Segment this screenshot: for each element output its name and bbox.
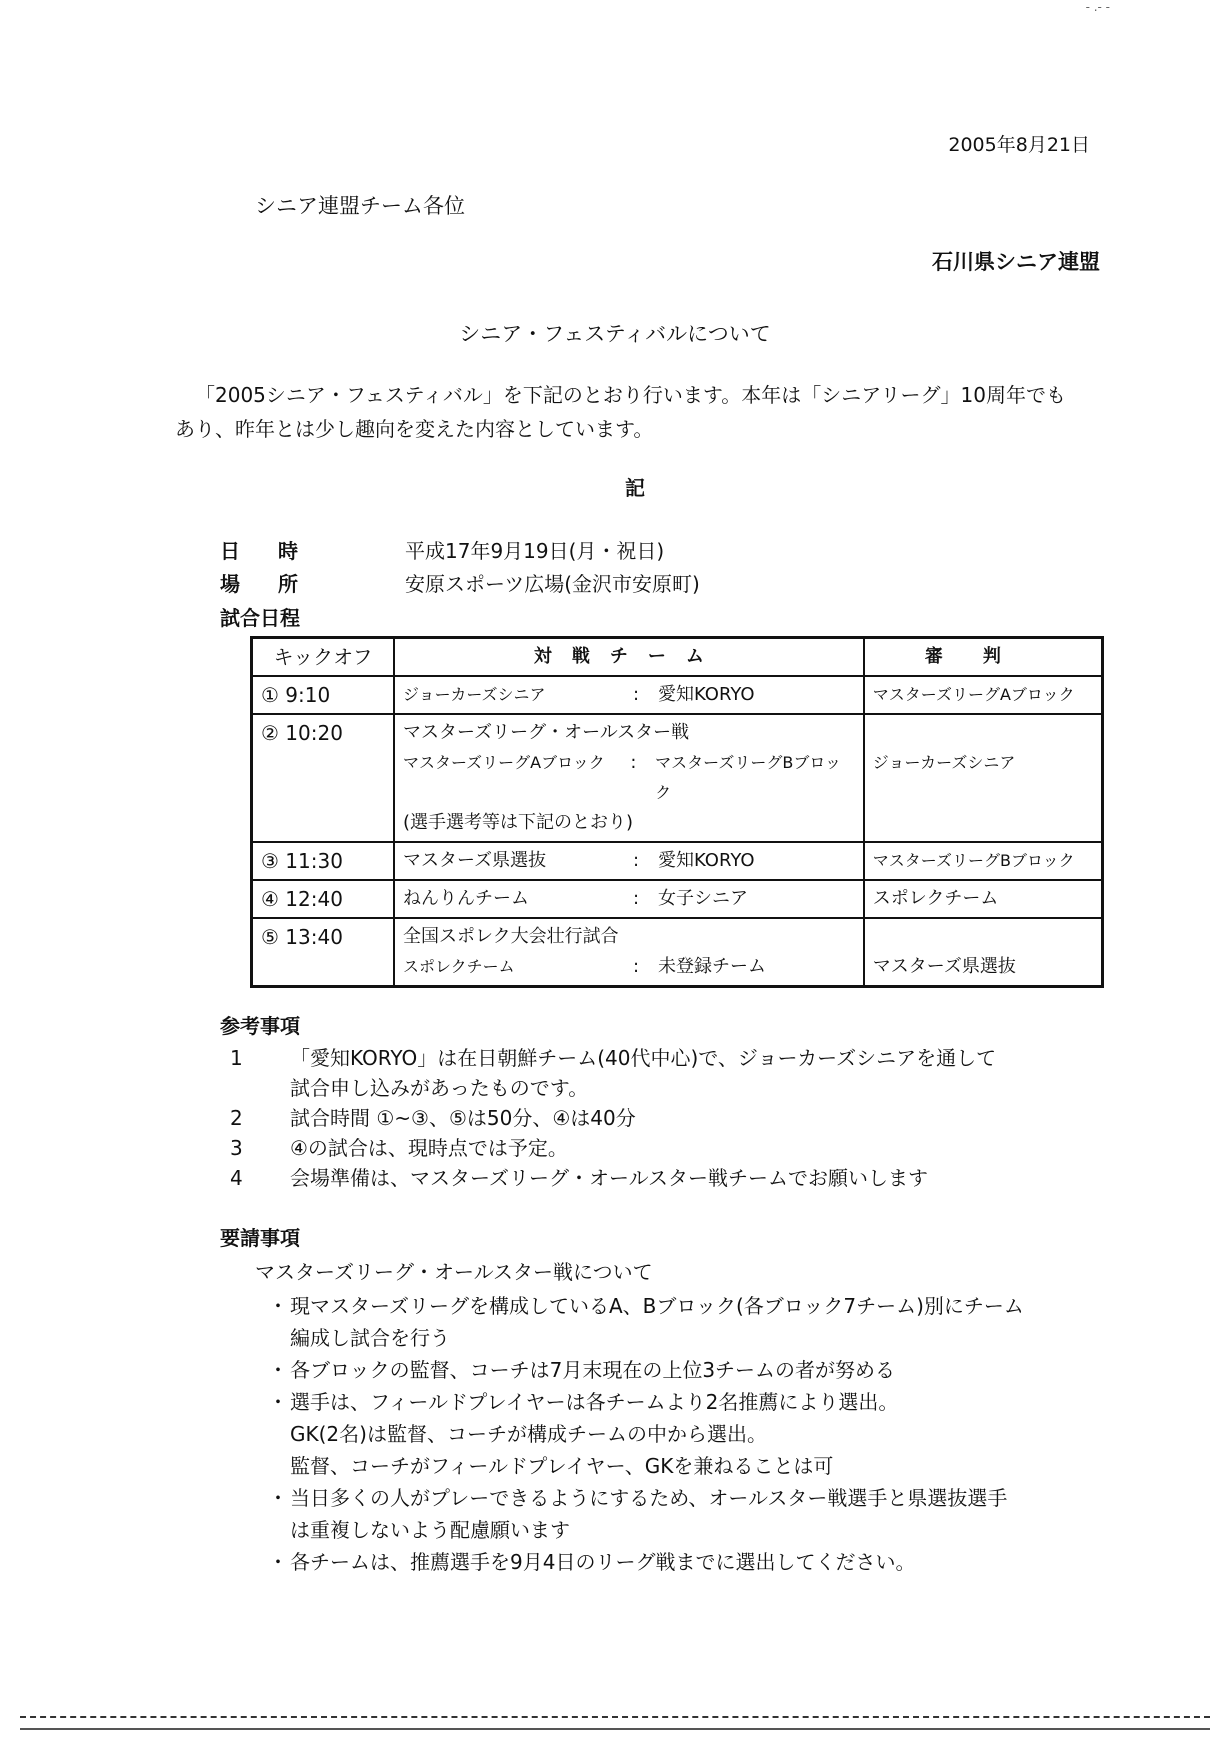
list-item [268, 1322, 1024, 1354]
colon: : [632, 888, 640, 909]
kickoff-time: ④ 12:40 [252, 880, 394, 918]
home-team: ねんりんチーム [402, 888, 529, 909]
match-pair [403, 846, 855, 876]
bullet-dot: ・ [268, 1294, 288, 1318]
kickoff-time: ③ 11:30 [252, 842, 394, 880]
referee [864, 918, 1103, 987]
header-teams: 対戦チーム [394, 638, 864, 677]
reference-list [230, 1043, 996, 1193]
sender: 石川県シニア連盟 [932, 250, 1100, 274]
item-text: ④の試合は、現時点では予定。 [290, 1136, 568, 1160]
list-item [268, 1386, 1024, 1418]
document-date: 2005年8月21日 [948, 134, 1090, 156]
list-item [230, 1073, 996, 1103]
match-cell [394, 714, 864, 842]
home-team: マスターズリーグAブロック [402, 753, 605, 772]
table-row [252, 842, 1103, 880]
schedule-table [250, 636, 1104, 988]
kickoff-time: ⑤ 13:40 [252, 918, 394, 987]
request-subheading: マスターズリーグ・オールスター戦について [255, 1260, 653, 1284]
referee: マスターズリーグBブロック [864, 842, 1103, 880]
away-team: 愛知KORYO [657, 684, 755, 705]
list-item [268, 1418, 1024, 1450]
bullet-dot [268, 1514, 290, 1546]
bullet-dot: ・ [268, 1486, 288, 1510]
item-text: 会場準備は、マスターズリーグ・オールスター戦チームでお願いします [290, 1166, 928, 1190]
intro-paragraph [175, 378, 1066, 446]
match-note: 全国スポレク大会壮行試合 [402, 926, 619, 947]
list-item [230, 1133, 996, 1163]
match-pair [403, 952, 855, 982]
table-row [252, 714, 1103, 842]
intro-line: 「2005シニア・フェスティバル」を下記のとおり行います。本年は「シニアリーグ」10周年でも [195, 383, 1066, 407]
place-label: 場所 [220, 572, 336, 596]
item-number: 3 [230, 1136, 243, 1160]
scan-mark: - .- - [1085, 0, 1110, 14]
item-text: 当日多くの人がプレーできるようにするため、オールスター戦選手と県選抜選手 [290, 1486, 1008, 1510]
cut-line [20, 1716, 1210, 1718]
header-referee: 審判 [864, 638, 1103, 677]
referee-name: マスターズ県選抜 [872, 956, 1016, 977]
item-text: 試合時間 ①~③、⑤は50分、④は40分 [290, 1106, 636, 1130]
datetime-value: 平成17年9月19日(月・祝日) [405, 539, 665, 563]
away-team: 愛知KORYO [657, 850, 755, 871]
place-row [220, 568, 700, 597]
list-item [268, 1290, 1024, 1322]
schedule-header-row [252, 638, 1103, 677]
table-row [252, 880, 1103, 918]
item-text: 試合申し込みがあったものです。 [290, 1076, 589, 1100]
match-cell [394, 918, 864, 987]
addressee: シニア連盟チーム各位 [255, 194, 465, 218]
away-team: 未登録チーム [657, 956, 766, 977]
item-text: 編成し試合を行う [290, 1326, 450, 1350]
table-row [252, 676, 1103, 714]
bullet-dot [268, 1450, 290, 1482]
list-item [268, 1482, 1024, 1514]
document-title: シニア・フェスティバルについて [459, 322, 771, 346]
match-pair [403, 748, 855, 808]
item-text: 各チームは、推薦選手を9月4日のリーグ戦までに選出してください。 [290, 1550, 916, 1574]
away-team: マスターズリーグBブロック [655, 753, 841, 802]
bullet-dot: ・ [268, 1550, 288, 1574]
bullet-dot: ・ [268, 1358, 288, 1382]
item-text: 監督、コーチがフィールドプレイヤー、GKを兼ねることは可 [290, 1454, 834, 1478]
referee-name: ジョーカーズシニア [872, 753, 1016, 772]
item-text: は重複しないよう配慮願います [290, 1518, 570, 1542]
colon: : [632, 684, 640, 705]
match-extra: (選手選考等は下記のとおり) [402, 812, 634, 833]
match-cell [394, 880, 864, 918]
ki-marker: 記 [625, 476, 645, 500]
reference-heading: 参考事項 [220, 1014, 300, 1038]
bullet-dot: ・ [268, 1390, 288, 1414]
bullet-dot [268, 1418, 290, 1450]
match-cell [394, 676, 864, 714]
item-text: GK(2名)は監督、コーチが構成チームの中から選出。 [290, 1422, 767, 1446]
page-edge-line [20, 1728, 1210, 1730]
item-number: 1 [230, 1046, 243, 1070]
colon: : [632, 850, 640, 871]
match-cell [394, 842, 864, 880]
match-pair [403, 884, 855, 914]
item-text: 各ブロックの監督、コーチは7月末現在の上位3チームの者が努める [290, 1358, 896, 1382]
item-text: 現マスターズリーグを構成しているA、Bブロック(各ブロック7チーム)別にチーム [290, 1294, 1024, 1318]
item-number: 4 [230, 1166, 243, 1190]
referee: マスターズリーグAブロック [864, 676, 1103, 714]
bullet-dot [268, 1322, 290, 1354]
list-item [268, 1354, 1024, 1386]
list-item [268, 1514, 1024, 1546]
away-team: 女子シニア [657, 888, 748, 909]
list-item [230, 1103, 996, 1133]
home-team: ジョーカーズシニア [402, 685, 546, 704]
match-pair [403, 680, 855, 710]
kickoff-time: ① 9:10 [252, 676, 394, 714]
list-item [230, 1043, 996, 1073]
item-text: 選手は、フィールドプレイヤーは各チームより2名推薦により選出。 [290, 1390, 899, 1414]
schedule-label: 試合日程 [220, 606, 300, 630]
match-note: マスターズリーグ・オールスター戦 [402, 722, 690, 743]
home-team: マスターズ県選抜 [402, 850, 547, 871]
item-number: 2 [230, 1106, 243, 1130]
datetime-label: 日時 [220, 539, 336, 563]
list-item [268, 1546, 1024, 1578]
list-item [230, 1163, 996, 1193]
item-text: 「愛知KORYO」は在日朝鮮チーム(40代中心)で、ジョーカーズシニアを通して [290, 1046, 997, 1070]
table-row [252, 918, 1103, 987]
header-kickoff: キックオフ [252, 638, 394, 677]
place-value: 安原スポーツ広場(金沢市安原町) [405, 572, 700, 596]
list-item [268, 1450, 1024, 1482]
item-number [230, 1073, 290, 1103]
colon: : [630, 752, 637, 773]
request-list [268, 1290, 1024, 1578]
referee [864, 714, 1103, 842]
intro-line: あり、昨年とは少し趣向を変えた内容としています。 [175, 417, 654, 441]
home-team: スポレクチーム [402, 957, 515, 976]
datetime-row [220, 535, 664, 564]
referee: スポレクチーム [864, 880, 1103, 918]
colon: : [632, 956, 640, 977]
kickoff-time: ② 10:20 [252, 714, 394, 842]
request-heading: 要請事項 [220, 1226, 300, 1250]
